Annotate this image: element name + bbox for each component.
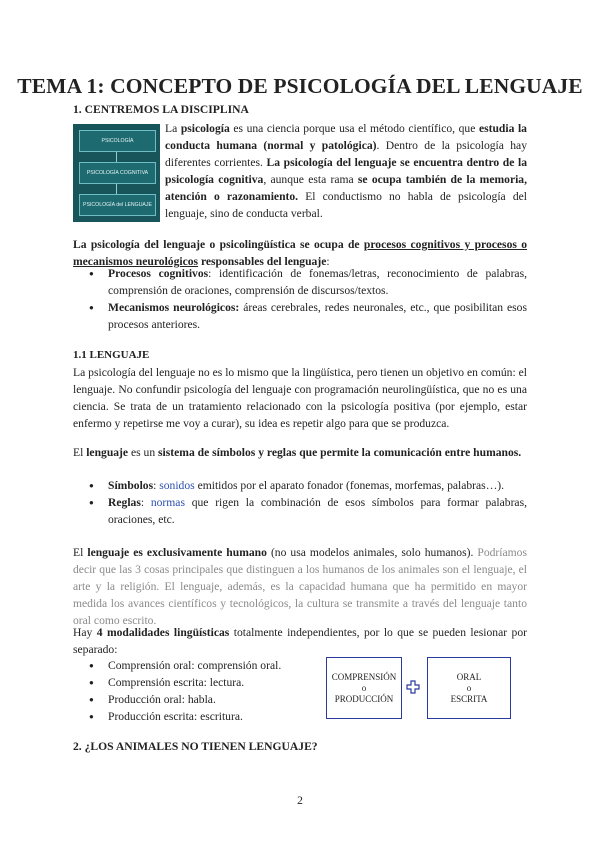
box-text: ESCRITA [450,693,488,704]
page-number: 2 [297,795,303,807]
box-text: o [361,682,367,693]
exclusively-human-paragraph: El lenguaje es exclusivamente humano (no usa modelos animales, solo humanos). Podríamos decir que las 3 cosas principales que distinguen a los humanos de los animales son el lenguaje, el arte y la religión. El lenguaje, además, es la capacidad humana que ha permitido en mayor medida los avances científicos y tecnológicos, la cultura se transmite a través del lenguaje tanto oral como escrito. [73,546,527,627]
box-text: COMPRENSIÓN [331,671,397,682]
lenguaje-definition: El lenguaje es un sistema de símbolos y reglas que permite la comunicación entre humanos. [73,446,522,459]
psycholinguistics-paragraph: La psicología del lenguaje o psicolingüística se ocupa de procesos cognitivos y procesos o mecanismos neurológicos responsables del lenguaje: [73,238,528,268]
list-item: ● Símbolos: sonidos emitidos por el aparato fonador (fonemas, morfemas, palabras…). [108,477,527,494]
list-item: ● Reglas: normas que rigen la combinación de esos símbolos para formar palabras, oraciones, etc. [108,494,527,528]
intro-paragraph: La psicología es una ciencia porque usa el método científico, que estudia la conducta humana (normal y patológica). Dentro de la psicología hay diferentes corrientes. La psicología del lenguaje se encuentra dentro de la psicología cognitiva, aunque esta rama se ocupa también de la memoria, atención o razonamiento. El conductismo no habla de psicología del lenguaje, sino de conducta verbal. [165,122,528,220]
list-item: ● Comprensión escrita: lectura. [108,674,318,691]
list-item: ● Producción escrita: escritura. [108,708,318,725]
symbols-rules-list [108,477,527,528]
box-text: PRODUCCIÓN [334,693,394,704]
lenguaje-paragraph: La psicología del lenguaje no es lo mismo que la lingüística, pero tienen un objetivo en común: el lenguaje. No confundir psicología del lenguaje con programación neurolingüística, que no es una ciencia. Se trata de un tratamiento relacionado con la psicología positiva (por ejemplo, estar enfermo y repetirse me voy a curar), su idea es repetir algo para que se produzca. [73,366,527,430]
section-heading-1: 1. CENTREMOS LA DISCIPLINA [73,103,249,116]
comprension-produccion-box [326,657,402,719]
list-item: ● Producción oral: habla. [108,691,318,708]
modalities-list [108,657,318,725]
diagram-box-psicologia: PSICOLOGÍA [79,130,156,152]
psychology-hierarchy-diagram [73,124,160,222]
section-heading-1-1: 1.1 LENGUAJE [73,349,150,361]
list-item: ● Procesos cognitivos: identificación de fonemas/letras, reconocimiento de palabras, comprensión de oraciones, comprensión de discursos/textos. [108,265,527,299]
list-item: ● Comprensión oral: comprensión oral. [108,657,318,674]
section-heading-2: 2. ¿LOS ANIMALES NO TIENEN LENGUAJE? [73,740,318,753]
diagram-box-cognitiva: PSICOLOGÍA COGNITIVA [79,162,156,184]
page-title: TEMA 1: CONCEPTO DE PSICOLOGÍA DEL LENGUAJE [17,74,583,98]
processes-list [108,265,527,333]
box-text: o [466,682,472,693]
plus-icon [406,680,420,694]
oral-escrita-box [427,657,511,719]
list-item: ● Mecanismos neurológicos: áreas cerebrales, redes neuronales, etc., que posibilitan esos procesos anteriores. [108,299,527,333]
box-text: ORAL [456,671,482,682]
diagram-connector [116,152,117,162]
modalities-paragraph: Hay 4 modalidades lingüísticas totalmente independientes, por lo que se pueden lesionar por separado: [73,626,527,656]
diagram-box-lenguaje: PSICOLOGÍA del LENGUAJE [79,194,156,216]
diagram-connector [116,184,117,194]
